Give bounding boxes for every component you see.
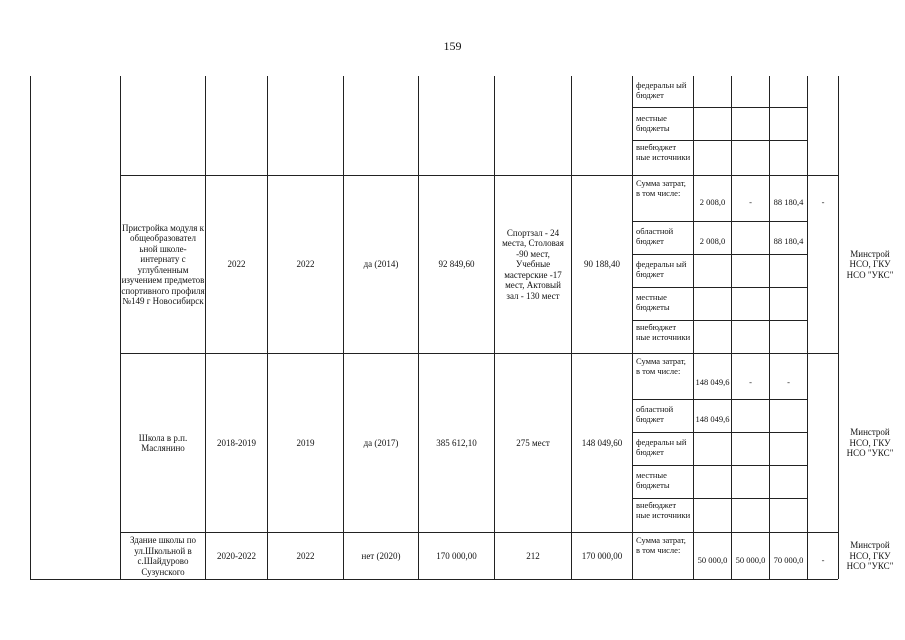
source-local: местные бюджеты bbox=[636, 470, 670, 490]
remaining-cost: 170 000,00 bbox=[581, 550, 623, 561]
table-col-line bbox=[769, 76, 770, 579]
end-year: 2022 bbox=[296, 259, 315, 270]
table-col-line bbox=[693, 76, 694, 579]
subrow-separator bbox=[632, 221, 807, 222]
executor: Минстрой НСО, ГКУ НСО "УКС" bbox=[846, 248, 894, 280]
budget-value: - bbox=[787, 377, 790, 387]
source-local: местные бюджеты bbox=[636, 292, 670, 312]
executor: Минстрой НСО, ГКУ НСО "УКС" bbox=[846, 427, 894, 459]
executor: Минстрой НСО, ГКУ НСО "УКС" bbox=[846, 540, 894, 572]
start-year: 2018-2019 bbox=[217, 437, 256, 448]
source-regional: областной бюджет bbox=[636, 226, 674, 246]
capacity: Спортзал - 24 места, Столовая -90 мест, Учебные мастерские -17 мест, Актовый зал - 130 мест bbox=[502, 227, 564, 301]
budget-value: 148 049,6 bbox=[695, 413, 730, 424]
source-total: Сумма затрат, в том числе: bbox=[636, 178, 686, 198]
budget-value: 88 180,4 bbox=[773, 235, 804, 246]
subrow-separator bbox=[632, 498, 807, 499]
object-name: Здание школы по ул.Школьной в с.Шайдурово Сузунского bbox=[129, 535, 197, 577]
source-federal: федеральн ый бюджет bbox=[636, 437, 687, 457]
subrow-separator bbox=[632, 254, 807, 255]
end-year: 2022 bbox=[296, 550, 315, 561]
table-border-left bbox=[30, 76, 31, 579]
end-year: 2019 bbox=[296, 437, 315, 448]
budget-value: - bbox=[749, 377, 752, 387]
source-extrabudget: внебюджет ные источники bbox=[636, 142, 691, 162]
subrow-separator bbox=[632, 399, 807, 400]
remaining-cost: 148 049,60 bbox=[581, 437, 623, 448]
page-number: 159 bbox=[443, 39, 462, 53]
source-total: Сумма затрат, в том числе: bbox=[636, 356, 686, 376]
budget-value: - bbox=[821, 197, 825, 207]
source-local: местные бюджеты bbox=[636, 113, 670, 133]
budget-value: - bbox=[749, 197, 752, 207]
design-documentation: да (2014) bbox=[363, 259, 399, 270]
remaining-cost: 90 188,40 bbox=[584, 259, 620, 270]
subrow-separator bbox=[632, 432, 807, 433]
source-regional: областной бюджет bbox=[636, 404, 674, 424]
subrow-separator bbox=[632, 287, 807, 288]
estimated-cost: 385 612,10 bbox=[436, 437, 477, 448]
source-federal: федеральн ый бюджет bbox=[636, 259, 687, 279]
table-col-line bbox=[807, 76, 808, 579]
subrow-separator bbox=[632, 140, 807, 141]
budget-value: 50 000,0 bbox=[735, 555, 766, 565]
object-name: Пристройка модуля к общеобразовател ьной школе-интернату с углубленным изучением предметов спортивного профиля №149 г Новосибирск bbox=[121, 222, 205, 306]
capacity: 275 мест bbox=[516, 437, 550, 448]
estimated-cost: 170 000,00 bbox=[436, 550, 477, 561]
object-name: Школа в р.п. Маслянино bbox=[138, 432, 188, 453]
subrow-separator bbox=[632, 107, 807, 108]
source-total: Сумма затрат, в том числе: bbox=[636, 535, 686, 555]
source-extrabudget: внебюджет ные источники bbox=[636, 500, 691, 520]
budget-value: 2 008,0 bbox=[699, 235, 726, 246]
estimated-cost: 92 849,60 bbox=[438, 259, 475, 270]
design-documentation: да (2017) bbox=[363, 437, 399, 448]
source-federal: федеральн ый бюджет bbox=[636, 80, 687, 100]
subrow-separator bbox=[632, 320, 807, 321]
subrow-separator bbox=[632, 465, 807, 466]
source-extrabudget: внебюджет ные источники bbox=[636, 322, 691, 342]
budget-value: - bbox=[821, 555, 825, 565]
table-col-line bbox=[632, 76, 633, 579]
budget-value: 2 008,0 bbox=[699, 197, 726, 207]
start-year: 2020-2022 bbox=[217, 550, 256, 561]
budget-value: 70 000,0 bbox=[773, 555, 804, 565]
design-documentation: нет (2020) bbox=[361, 550, 401, 561]
start-year: 2022 bbox=[227, 259, 246, 270]
table-col-line bbox=[731, 76, 732, 579]
budget-value: 50 000,0 bbox=[697, 555, 728, 565]
table-border-bottom bbox=[30, 579, 838, 580]
budget-value: 148 049,6 bbox=[695, 377, 730, 387]
budget-value: 88 180,4 bbox=[773, 197, 804, 207]
capacity: 212 bbox=[526, 550, 540, 561]
